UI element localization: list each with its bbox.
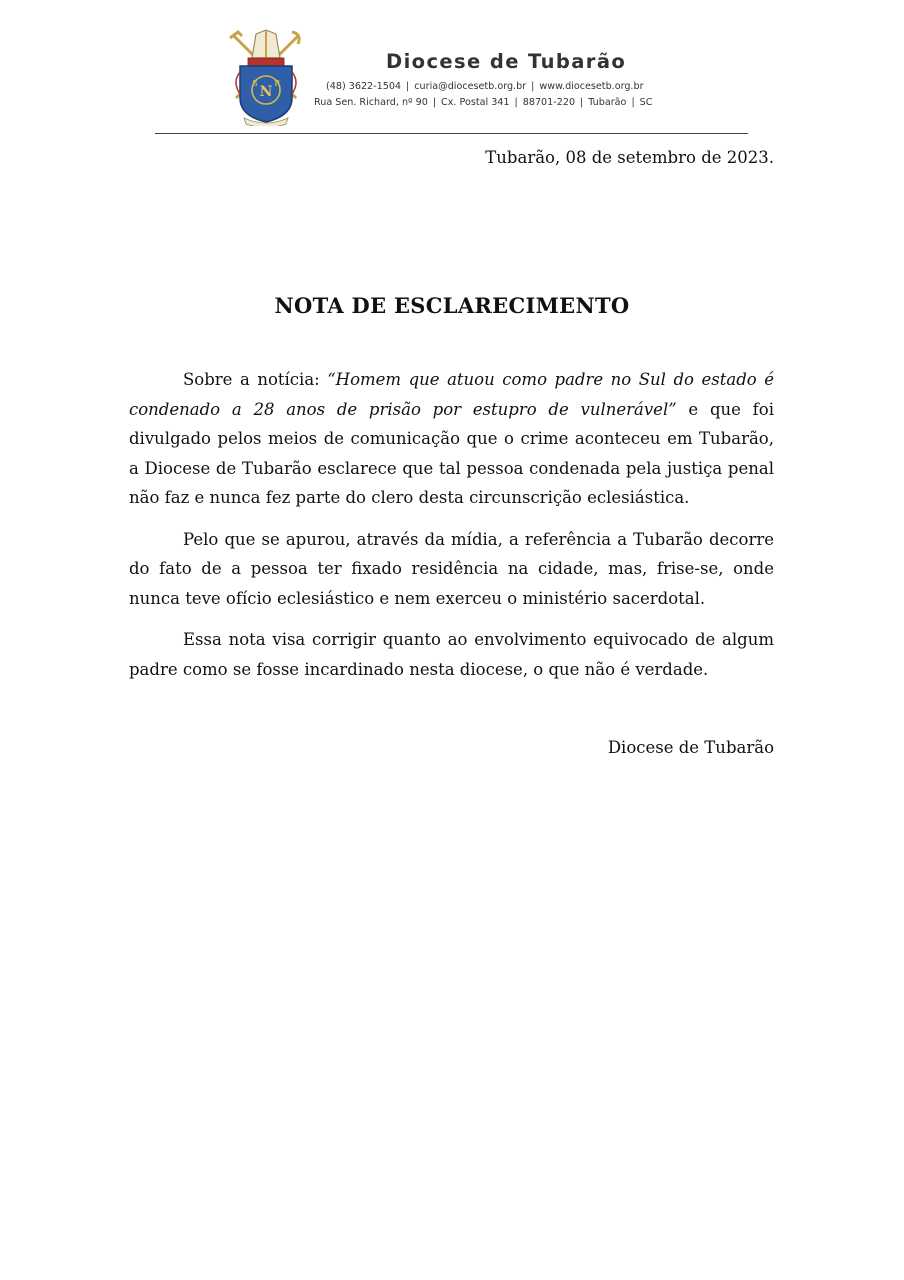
letterhead-state: SC xyxy=(639,97,653,108)
letterhead-website: www.diocesetb.org.br xyxy=(539,81,644,92)
letterhead-address-line: Rua Sen. Richard, nº 90 | Cx. Postal 341 | 88701-220 | Tubarão | SC xyxy=(314,97,653,108)
letterhead-city: Tubarão xyxy=(588,97,627,108)
paragraph-3: Essa nota visa corrigir quanto ao envolvimento equivocado de algum padre como se fosse incardinado nesta diocese, o que não é verdade. xyxy=(129,630,774,679)
diocese-crest-logo xyxy=(226,28,306,126)
letterhead-phone: (48) 3622-1504 xyxy=(326,81,402,92)
letterhead-org-name: Diocese de Tubarão xyxy=(386,50,627,73)
signature: Diocese de Tubarão xyxy=(607,738,774,757)
document-body xyxy=(129,365,774,696)
letterhead-email: curia@diocesetb.org.br xyxy=(414,81,527,92)
letterhead-postal-box: Cx. Postal 341 xyxy=(441,97,510,108)
letterhead-divider xyxy=(155,133,748,134)
paragraph-1: Sobre a notícia: “Homem que atuou como padre no Sul do estado é condenado a 28 anos de prisão por estupro de vulnerável” e que foi divulgado pelos meios de comunicação que o crime aconteceu em Tubarão, a Diocese de Tubarão esclarece que tal pessoa condenada pela justiça penal não faz e nunca fez parte do clero desta circunscrição eclesiástica. xyxy=(129,370,774,507)
letterhead-contact-line: (48) 3622-1504 | curia@diocesetb.org.br | www.diocesetb.org.br xyxy=(326,81,644,92)
document-title: NOTA DE ESCLARECIMENTO xyxy=(274,293,630,318)
letterhead-zip: 88701-220 xyxy=(522,97,576,108)
svg-text:P: P xyxy=(274,79,280,88)
svg-text:N: N xyxy=(259,84,273,100)
letterhead-street: Rua Sen. Richard, nº 90 xyxy=(314,97,428,108)
date-line: Tubarão, 08 de setembro de 2023. xyxy=(485,148,774,167)
svg-text:S: S xyxy=(252,79,258,88)
news-headline-quote: “Homem que atuou como padre no Sul do estado é condenado a 28 anos de prisão por estupro de vulnerável” xyxy=(129,370,774,419)
paragraph-2: Pelo que se apurou, através da mídia, a referência a Tubarão decorre do fato de a pessoa ter fixado residência na cidade, mas, frise-se, onde nunca teve ofício eclesiástico e nem exerceu o ministério sacerdotal. xyxy=(129,529,774,608)
